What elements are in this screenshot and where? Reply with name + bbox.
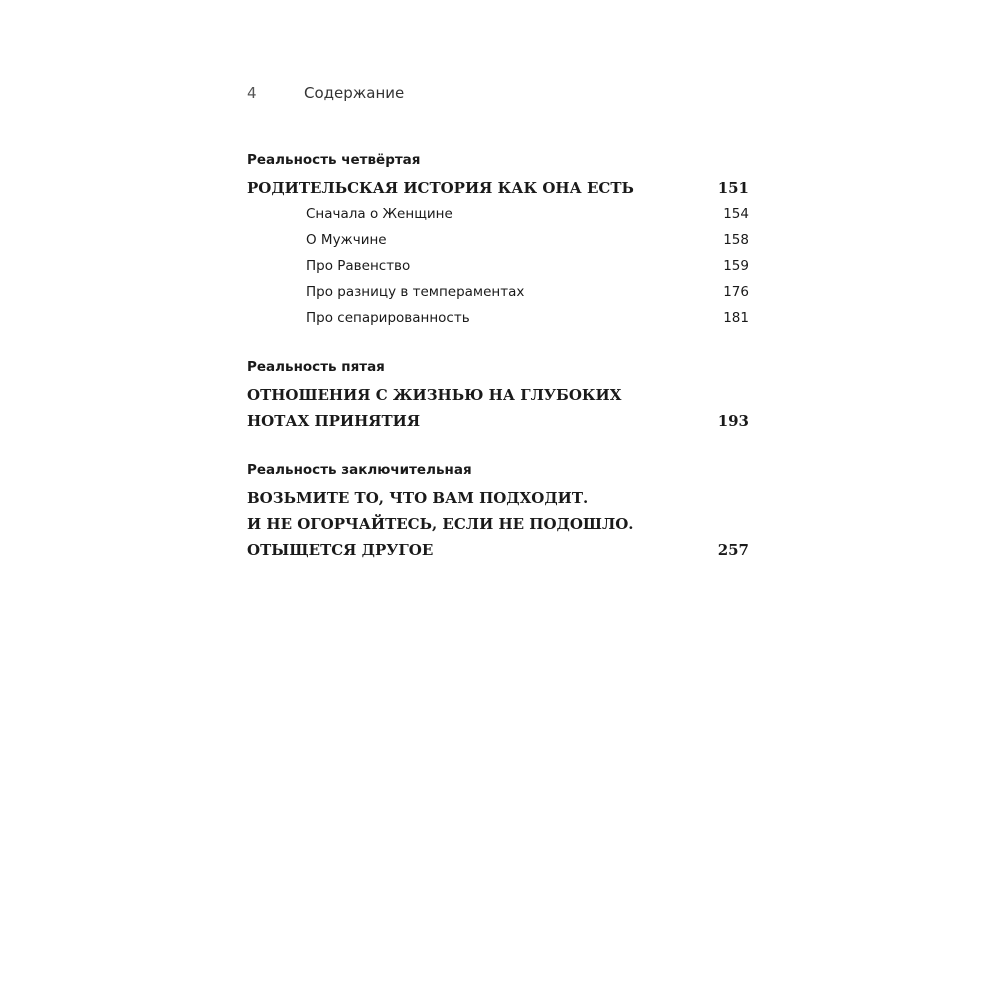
chapter-title: РОДИТЕЛЬСКАЯ ИСТОРИЯ КАК ОНА ЕСТЬ (247, 179, 634, 197)
page-number: 4 (247, 84, 257, 102)
subsection-page-number: 159 (723, 258, 749, 274)
section-label: Реальность пятая (247, 359, 385, 375)
book-page (247, 84, 749, 563)
running-head (247, 84, 749, 110)
section-label: Реальность заключительная (247, 462, 472, 478)
toc-subsection-entry[interactable] (306, 227, 749, 253)
subsection-page-number: 158 (723, 232, 749, 248)
chapter-page-number: 151 (717, 179, 749, 197)
toc-subsection-entry[interactable] (306, 201, 749, 227)
dot-leader (636, 178, 716, 193)
subsection-page-number: 176 (723, 284, 749, 300)
toc-section-fifth-reality (247, 357, 749, 434)
subsection-page-number: 181 (723, 310, 749, 326)
dot-leader (526, 283, 721, 297)
section-label: Реальность четвёртая (247, 152, 421, 168)
subsection-title: О Мужчине (306, 232, 387, 248)
toc-subsection-entry[interactable] (306, 305, 749, 331)
subsection-title: Про разницу в темпераментах (306, 284, 525, 300)
subsection-title: Про Равенство (306, 258, 411, 274)
chapter-page-number: 193 (717, 412, 749, 430)
toc-chapter-entry[interactable] (247, 537, 749, 563)
toc-section-final-reality (247, 460, 749, 563)
running-title: Содержание (304, 84, 405, 102)
dot-leader (472, 309, 722, 323)
subsection-list (306, 201, 749, 331)
chapter-title: НОТАХ ПРИНЯТИЯ (247, 412, 421, 430)
chapter-title-line: ВОЗЬМИТЕ ТО, ЧТО ВАМ ПОДХОДИТ. (247, 489, 589, 507)
toc-chapter-entry[interactable] (247, 408, 749, 434)
subsection-page-number: 154 (723, 206, 749, 222)
subsection-title: Сначала о Женщине (306, 206, 453, 222)
toc-chapter-entry[interactable] (247, 175, 749, 201)
dot-leader (422, 411, 716, 426)
chapter-title: ОТЫЩЕТСЯ ДРУГОЕ (247, 541, 434, 559)
toc-subsection-entry[interactable] (306, 279, 749, 305)
toc-subsection-entry[interactable] (306, 253, 749, 279)
dot-leader (455, 205, 721, 219)
subsection-title: Про сепарированность (306, 310, 470, 326)
dot-leader (389, 231, 722, 245)
chapter-title-line: И НЕ ОГОРЧАЙТЕСЬ, ЕСЛИ НЕ ПОДОШЛО. (247, 515, 634, 533)
dot-leader (435, 540, 715, 555)
chapter-page-number: 257 (717, 541, 749, 559)
toc-section-fourth-reality (247, 150, 749, 331)
chapter-title-line: ОТНОШЕНИЯ С ЖИЗНЬЮ НА ГЛУБОКИХ (247, 386, 622, 404)
dot-leader (412, 257, 721, 271)
